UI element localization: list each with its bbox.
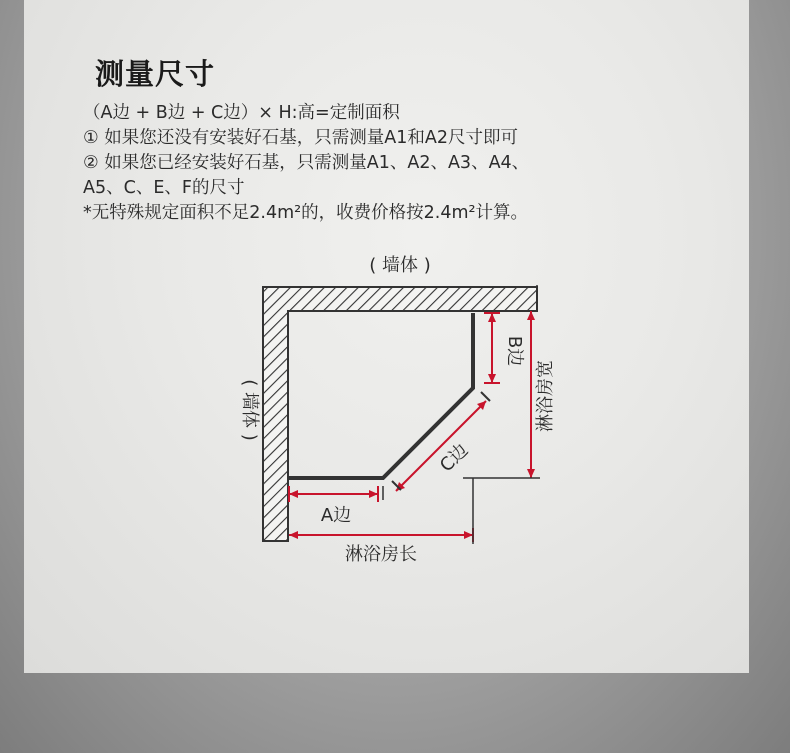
extension-lines xyxy=(383,285,540,544)
instruction-1: ① 如果您还没有安装好石基，只需测量A1和A2尺寸即可 xyxy=(83,128,518,148)
length-label: 淋浴房长 xyxy=(345,544,417,565)
wall-hatch xyxy=(263,287,537,541)
a-edge-label: A边 xyxy=(320,505,352,526)
c-edge-label: C边 xyxy=(435,439,473,477)
wall-top-label: ( 墙体 ) xyxy=(369,255,431,276)
page-title: 测量尺寸 xyxy=(95,57,216,91)
wall-left-label: ( 墙体 ) xyxy=(239,379,260,441)
b-edge-label: B边 xyxy=(504,335,525,367)
instruction-2: ② 如果您已经安装好石基，只需测量A1、A2、A3、A4、 xyxy=(83,153,530,173)
instruction-2-cont: A5、C、E、F的尺寸 xyxy=(83,178,245,198)
area-formula: （A边 + B边 + C边）× H:高=定制面积 xyxy=(83,103,400,123)
width-label: 淋浴房宽 xyxy=(535,360,556,432)
c-edge-dimension xyxy=(392,392,490,491)
area-note: *无特殊规定面积不足2.4m²的，收费价格按2.4m²计算。 xyxy=(83,203,529,223)
